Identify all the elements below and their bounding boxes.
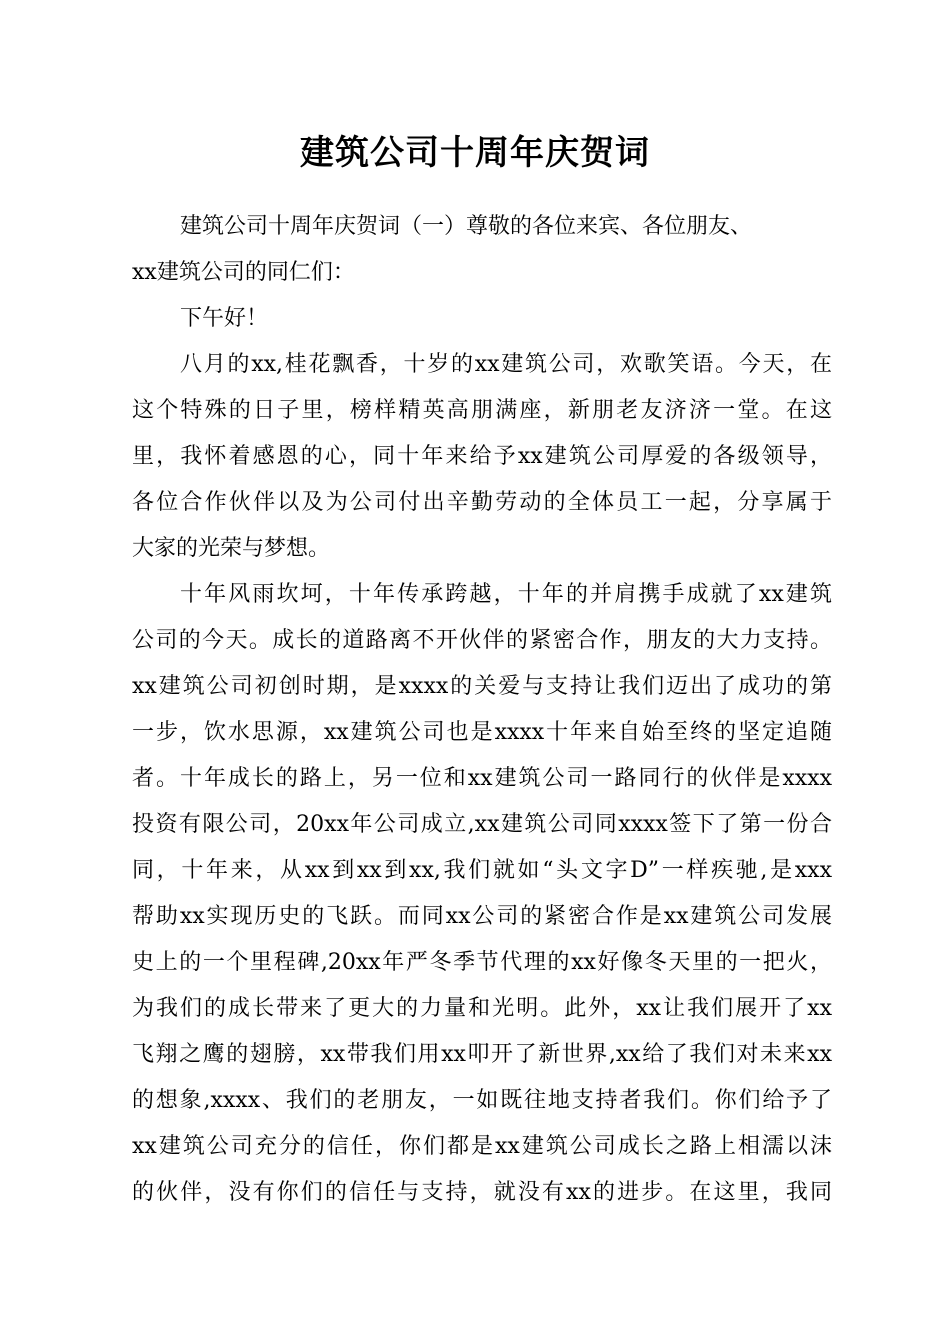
- text-line: 这个特殊的日子里，榜样精英高朋满座，新朋老友济济一堂。在这: [132, 398, 832, 423]
- text-line: 各位合作伙伴以及为公司付出辛勤劳动的全体员工一起，分享属于: [132, 490, 832, 515]
- text-line: 的想象,xxxx、我们的老朋友，一如既往地支持者我们。你们给予了: [132, 1088, 832, 1113]
- text-line: xx建筑公司充分的信任，你们都是xx建筑公司成长之路上相濡以沫: [132, 1134, 832, 1159]
- text-line: 十年风雨坎坷，十年传承跨越，十年的并肩携手成就了xx建筑: [180, 582, 832, 607]
- text-line: 投资有限公司，20xx年公司成立,xx建筑公司同xxxx签下了第一份合: [132, 812, 832, 837]
- text-line: 飞翔之鹰的翅膀，xx带我们用xx叩开了新世界,xx给了我们对未来xx: [132, 1042, 832, 1067]
- text-line: 大家的光荣与梦想。: [132, 536, 331, 561]
- text-line: xx建筑公司初创时期，是xxxx的关爱与支持让我们迈出了成功的第: [132, 674, 832, 699]
- document-title: 建筑公司十周年庆贺词: [300, 133, 650, 173]
- text-line: 史上的一个里程碑,20xx年严冬季节代理的xx好像冬天里的一把火，: [132, 950, 832, 975]
- document-body: [132, 204, 832, 1216]
- text-line: 下午好！: [180, 306, 269, 331]
- text-line: 建筑公司十周年庆贺词（一）尊敬的各位来宾、各位朋友、: [180, 214, 753, 239]
- text-line: 为我们的成长带来了更大的力量和光明。此外，xx让我们展开了xx: [132, 996, 832, 1021]
- text-line: 者。十年成长的路上，另一位和xx建筑公司一路同行的伙伴是xxxx: [132, 766, 832, 791]
- text-line: 八月的xx,桂花飘香，十岁的xx建筑公司，欢歌笑语。今天，在: [180, 352, 832, 377]
- text-line: 里，我怀着感恩的心，同十年来给予xx建筑公司厚爱的各级领导，: [132, 444, 832, 469]
- text-line: 同，十年来，从xx到xx到xx,我们就如“头文字D”一样疾驰,是xxx: [132, 858, 832, 883]
- text-line: 公司的今天。成长的道路离不开伙伴的紧密合作，朋友的大力支持。: [132, 628, 832, 653]
- text-line: 帮助xx实现历史的飞跃。而同xx公司的紧密合作是xx建筑公司发展: [132, 904, 832, 929]
- text-line: xx建筑公司的同仁们：: [132, 260, 355, 285]
- text-line: 一步，饮水思源，xx建筑公司也是xxxx十年来自始至终的坚定追随: [132, 720, 832, 745]
- text-line: 的伙伴，没有你们的信任与支持，就没有xx的进步。在这里，我同: [132, 1180, 832, 1205]
